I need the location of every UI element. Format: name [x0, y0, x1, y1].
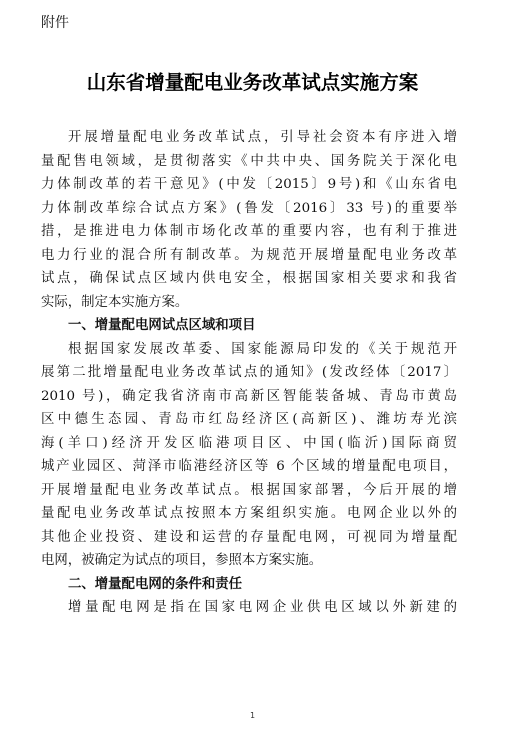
attachment-label: 附件 — [41, 15, 69, 31]
section-heading: 二、增量配电网的条件和责任 — [68, 576, 243, 592]
page-number: 1 — [249, 711, 256, 720]
body-line: 增量配电网是指在国家电网企业供电区域以外新建的 — [68, 600, 457, 615]
body-line: 海(羊口)经济开发区临港项目区、中国(临沂)国际商贸 — [41, 435, 457, 451]
body-line: 城产业园区、菏泽市临港经济区等 6 个区域的增量配电项目， — [41, 459, 457, 474]
body-line: 2010 号)，确定我省济南市高新区智能装备城、青岛市黄岛 — [41, 388, 457, 404]
body-line: 展第二批增量配电业务改革试点的通知》(发改经体〔2017〕 — [41, 365, 457, 380]
body-line: 根据国家发展改革委、国家能源局印发的《关于规范开 — [68, 341, 457, 357]
body-line: 实际，制定本实施方案。 — [41, 294, 189, 310]
body-line: 开展增量配电业务改革试点，引导社会资本有序进入增 — [68, 130, 457, 145]
body-line: 量配电业务改革试点按照本方案组织实施。电网企业以外的 — [41, 506, 457, 521]
document-body — [41, 126, 457, 620]
body-line: 试点，确保试点区域内供电安全，根据国家相关要求和我省 — [41, 271, 457, 286]
body-line: 量配售电领域，是贯彻落实《中共中央、国务院关于深化电 — [41, 153, 457, 169]
body-line: 措，是推进电力体制市场化改革的重要内容，也有利于推进 — [41, 224, 457, 239]
body-line: 其他企业投资、建设和运营的存量配电网，可视同为增量配 — [41, 529, 457, 545]
body-line: 电网，被确定为试点的项目，参照本方案实施。 — [41, 553, 323, 568]
body-line: 力体制改革综合试点方案》(鲁发〔2016〕33 号)的重要举 — [41, 200, 457, 216]
body-line: 开展增量配电业务改革试点。根据国家部署，今后开展的增 — [41, 482, 457, 498]
body-line: 电力行业的混合所有制改革。为规范开展增量配电业务改革 — [41, 247, 457, 263]
section-heading: 一、增量配电网试点区域和项目 — [68, 318, 256, 333]
document-title: 山东省增量配电业务改革试点实施方案 — [86, 71, 419, 94]
body-line: 区中德生态园、青岛市红岛经济区(高新区)、潍坊寿光滨 — [41, 412, 457, 427]
body-line: 力体制改革的若干意见》(中发〔2015〕9号)和《山东省电 — [41, 177, 457, 192]
